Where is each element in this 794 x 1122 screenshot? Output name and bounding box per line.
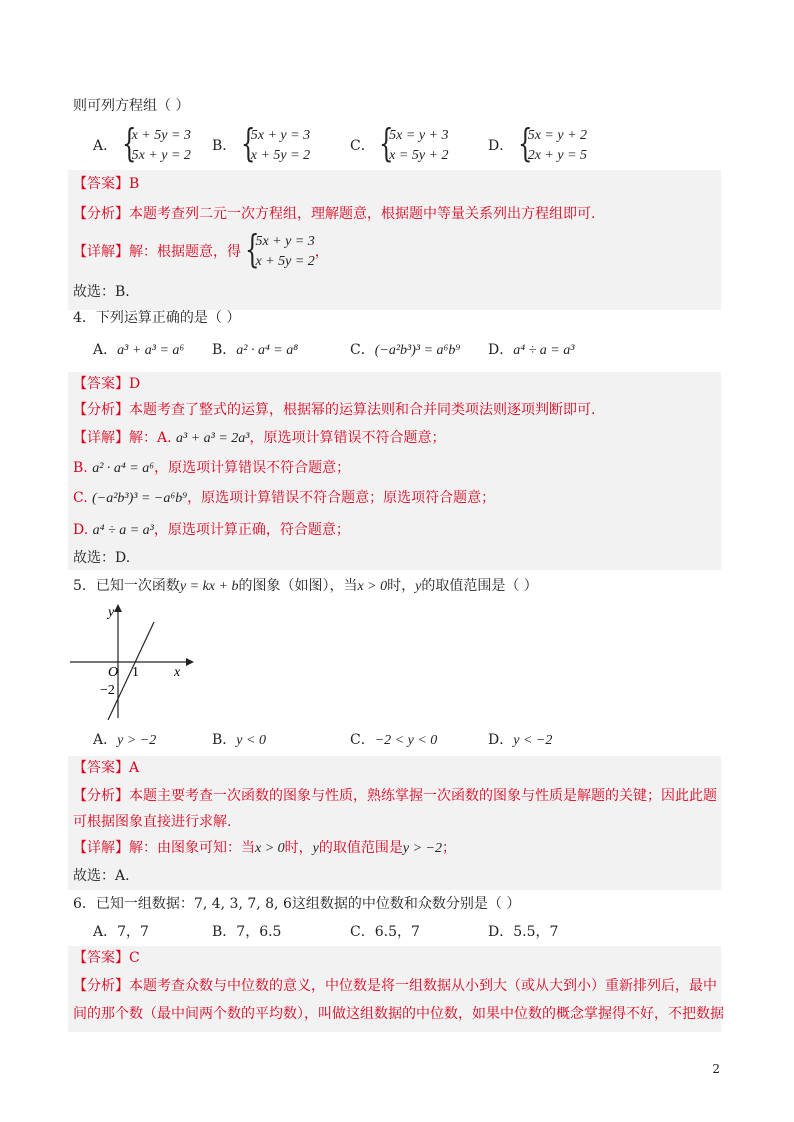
y-tick-label: −2: [100, 683, 115, 698]
q3-answer: 【答案】B: [73, 176, 140, 192]
q3-option-d[interactable]: D． { 5x = y + 2 2x + y = 5: [488, 121, 588, 165]
equation-system: { 5x = y + 2 2x + y = 5: [517, 121, 588, 165]
q3-option-b[interactable]: B． { 5x + y = 3 x + 5y = 2: [212, 121, 311, 165]
y-axis-label: y: [108, 605, 115, 620]
q3-analysis: 【分析】本题考查列二元一次方程组，理解题意，根据题中等量关系列出方程组即可.: [73, 206, 596, 222]
equation-system: { 5x + y = 3 x + 5y = 2: [245, 227, 315, 271]
y-axis-arrow-icon: [114, 604, 122, 612]
q5-option-a[interactable]: A．y > −2: [93, 732, 157, 748]
q6-option-a[interactable]: A．7，7: [93, 924, 149, 940]
x-axis-arrow-icon: [186, 658, 194, 666]
equation-system: { 5x + y = 3 x + 5y = 2: [240, 121, 311, 165]
page-number: 2: [712, 1062, 720, 1076]
q4-option-b[interactable]: B．a² · a⁴ = a⁸: [212, 342, 299, 358]
q3-detail: 【详解】解：根据题意，得 { 5x + y = 3 x + 5y = 2 ，: [73, 227, 329, 271]
q4-detail-a: 【详解】解：A. a³ + a³ = 2a³，原选项计算错误不符合题意；: [73, 430, 446, 446]
q5-detail: 【详解】解：由图象可知：当x > 0时，y的取值范围是y > −2；: [73, 840, 456, 856]
q3-stem: 则可列方程组（ ）: [73, 98, 190, 114]
q5-analysis-2: 可根据图象直接进行求解.: [73, 814, 232, 830]
q4-answer: 【答案】D: [73, 376, 141, 392]
q3-conclusion: 故选：B.: [73, 284, 130, 300]
q6-option-b[interactable]: B．7，6.5: [212, 924, 282, 940]
q3-option-c[interactable]: C． { 5x = y + 3 x = 5y + 2: [350, 121, 449, 165]
q6-option-d[interactable]: D．5.5，7: [488, 924, 559, 940]
q4-analysis: 【分析】本题考查了整式的运算，根据幂的运算法则和合并同类项法则逐项判断即可.: [73, 402, 596, 418]
origin-label: O: [108, 665, 119, 680]
linear-function-graph: [70, 600, 200, 720]
equation-system: { x + 5y = 3 5x + y = 2: [121, 121, 191, 165]
q6-stem: 6．已知一组数据：7, 4, 3, 7, 8, 6这组数据的中位数和众数分别是（ ）: [73, 896, 521, 912]
q4-option-c[interactable]: C．(−a²b³)³ = a⁶b⁹: [350, 342, 461, 358]
x-axis-label: x: [174, 665, 181, 680]
equation-system: { 5x = y + 3 x = 5y + 2: [379, 121, 449, 165]
q4-detail-d: D. a⁴ ÷ a = a³，原选项计算正确，符合题意；: [73, 522, 350, 538]
q6-analysis-2: 间的那个数（最中间两个数的平均数），叫做这组数据的中位数，如果中位数的概念掌握得不好，不把数据: [73, 1006, 724, 1022]
x-tick-label: 1: [132, 665, 139, 680]
q6-option-c[interactable]: C．6.5，7: [350, 924, 420, 940]
q5-option-b[interactable]: B．y < 0: [212, 732, 266, 748]
q5-analysis-1: 【分析】本题主要考查一次函数的图象与性质，熟练掌握一次函数的图象与性质是解题的关键；因此此题: [73, 788, 717, 804]
q5-conclusion: 故选：A.: [73, 868, 130, 884]
q4-detail-c: C. (−a²b³)³ = −a⁶b⁹，原选项计算错误不符合题意；原选项符合题意；: [73, 490, 496, 506]
q4-stem: 4．下列运算正确的是（ ）: [73, 310, 241, 326]
q5-option-c[interactable]: C．−2 < y < 0: [350, 732, 438, 748]
q4-detail-b: B. a² · a⁴ = a⁶，原选项计算错误不符合题意；: [73, 460, 351, 476]
q3-option-a[interactable]: A． { x + 5y = 3 5x + y = 2: [93, 121, 191, 165]
q4-option-d[interactable]: D．a⁴ ÷ a = a³: [488, 342, 575, 358]
q5-stem: 5．已知一次函数y = kx + b的图象（如图），当x > 0时，y的取值范围是（ ）: [73, 578, 538, 594]
q6-answer: 【答案】C: [73, 950, 140, 966]
q4-conclusion: 故选：D.: [73, 550, 131, 566]
q6-analysis-1: 【分析】本题考查众数与中位数的意义，中位数是将一组数据从小到大（或从大到小）重新排列后，最中: [73, 978, 717, 994]
q5-option-d[interactable]: D．y < −2: [488, 732, 553, 748]
q5-answer: 【答案】A: [73, 760, 140, 776]
q4-option-a[interactable]: A．a³ + a³ = a⁶: [93, 342, 185, 358]
